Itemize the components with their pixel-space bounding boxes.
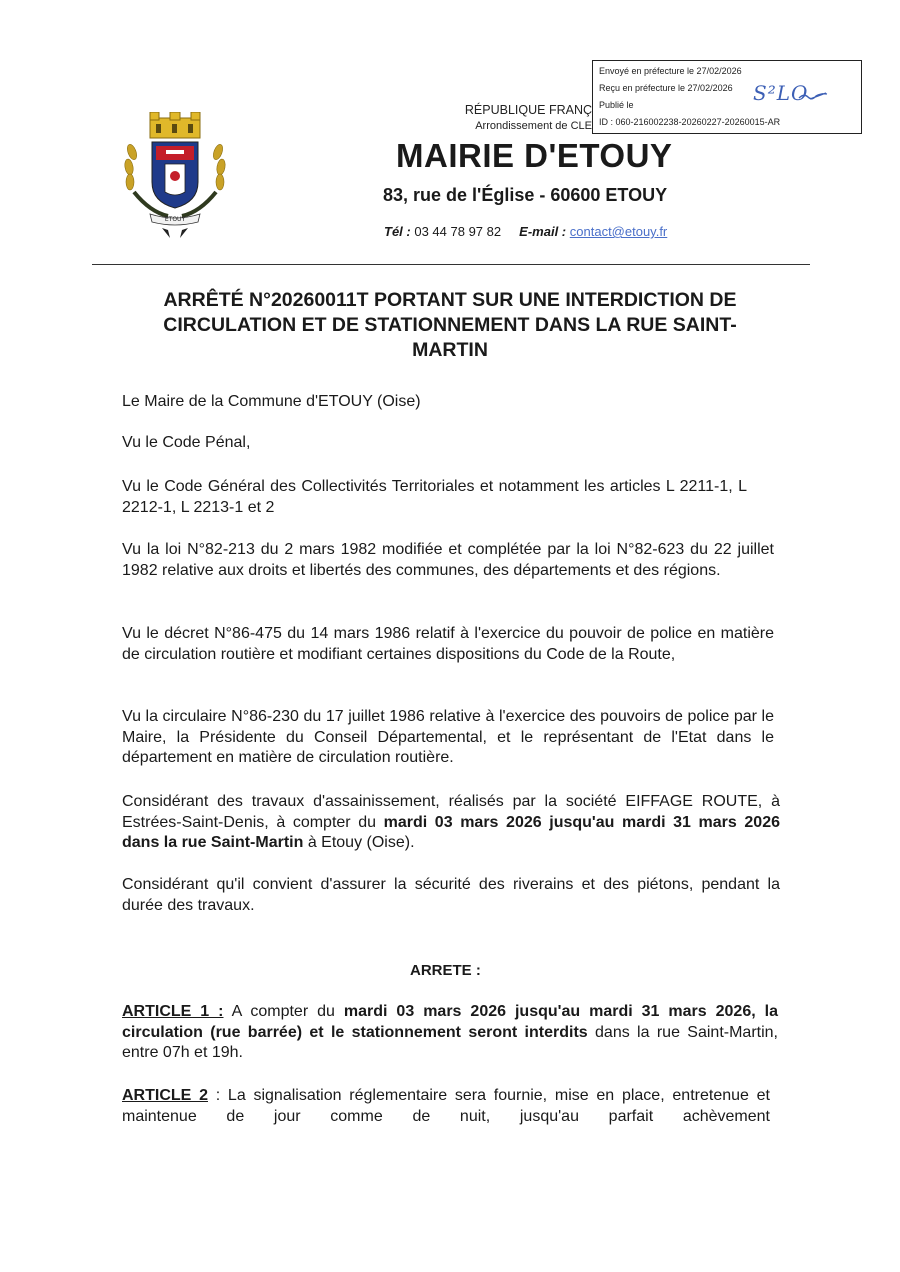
header-divider <box>92 264 810 265</box>
mairie-address: 83, rue de l'Église - 60600 ETOUY <box>383 185 668 205</box>
email-label: E-mail : <box>519 224 567 239</box>
article-2-text: : La signalisation réglementaire sera fournie, mise en place, entretenue et maintenue de jour comme de nuit, jusqu'au parfait achèvement <box>122 1087 771 1125</box>
considerant-dates: mardi 03 mars 2026 jusqu'au mardi 31 mars 2026 dans la rue Saint-Martin <box>122 813 780 851</box>
article-2-label: ARTICLE 2 <box>122 1087 208 1104</box>
signature-flourish-icon <box>798 91 828 101</box>
title-line-2: CIRCULATION ET DE STATIONNEMENT DANS LA RUE SAINT- <box>163 314 737 336</box>
arrondissement-text: Arrondissement de CLE <box>475 120 592 132</box>
paragraph-circulaire: Vu la circulaire N°86-230 du 17 juillet 1986 relative à l'exercice des pouvoirs de police par le Maire, la Présidente du Conseil Départemental, et le représentant de l'Etat dans le département en matière de circulation routière. <box>122 708 774 766</box>
arrete-heading: ARRETE : <box>410 962 481 979</box>
stamp-id: ID : 060-216002238-20260227-20260015-AR <box>599 117 781 127</box>
paragraph-maire: Le Maire de la Commune d'ETOUY (Oise) <box>122 393 421 410</box>
paragraph-considerant-securite: Considérant qu'il convient d'assurer la sécurité des riverains et des piétons, pendant la durée des travaux. <box>122 876 780 914</box>
document-title <box>110 288 790 363</box>
tel-label: Tél : <box>384 224 411 239</box>
considerant-text-c: à Etouy (Oise). <box>303 834 415 851</box>
etouy-coat-of-arms-logo <box>120 112 230 242</box>
article-1-text-a: A compter du <box>223 1003 344 1020</box>
contact-line <box>384 224 667 239</box>
mairie-title: MAIRIE D'ETOUY <box>396 137 673 174</box>
considerant-text-a: Considérant des travaux d'assainissement, réalisés par la société EIFFAGE ROUTE, à Estrées-Saint-Denis, à compter du <box>122 793 780 831</box>
article-1-bold: mardi 03 mars 2026 jusqu'au mardi 31 mars 2026, la circulation (rue barrée) et le stationnement seront interdits <box>122 1003 778 1041</box>
article-1-label: ARTICLE 1 : <box>122 1003 224 1020</box>
stamp-signature: S²LO <box>753 81 809 105</box>
title-line-1: ARRÊTÉ N°20260011T PORTANT SUR UNE INTERDICTION DE <box>163 289 737 311</box>
paragraph-loi-82: Vu la loi N°82-213 du 2 mars 1982 modifiée et complétée par la loi N°82-623 du 22 juillet 1982 relative aux droits et libertés des communes, des départements et des régions. <box>122 541 774 579</box>
article-2 <box>122 1086 770 1127</box>
email-link[interactable]: contact@etouy.fr <box>569 224 668 239</box>
stamp-recu: Reçu en préfecture le 27/02/2026 <box>599 83 733 93</box>
svg-text:ETOUY: ETOUY <box>164 216 186 223</box>
paragraph-cgct: Vu le Code Général des Collectivités Territoriales et notamment les articles L 2211-1, L 2212-1, L 2213-1 et 2 <box>122 478 747 516</box>
paragraph-decret-86: Vu le décret N°86-475 du 14 mars 1986 relatif à l'exercice du pouvoir de police en matière de circulation routière et modifiant certaines dispositions du Code de la Route, <box>122 625 774 663</box>
title-line-3: MARTIN <box>412 339 488 361</box>
tel-number: 03 44 78 97 82 <box>414 224 502 239</box>
stamp-envoye: Envoyé en préfecture le 27/02/2026 <box>599 66 742 76</box>
article-1-text-c: dans la rue Saint-Martin, entre 07h et 19h. <box>122 1023 779 1061</box>
article-1 <box>122 1002 778 1064</box>
stamp-publie: Publié le <box>599 100 634 110</box>
republique-text: RÉPUBLIQUE FRANÇ <box>464 103 592 117</box>
paragraph-code-penal: Vu le Code Pénal, <box>122 434 251 451</box>
prefecture-stamp <box>592 60 862 134</box>
paragraph-considerant-travaux <box>122 792 780 854</box>
